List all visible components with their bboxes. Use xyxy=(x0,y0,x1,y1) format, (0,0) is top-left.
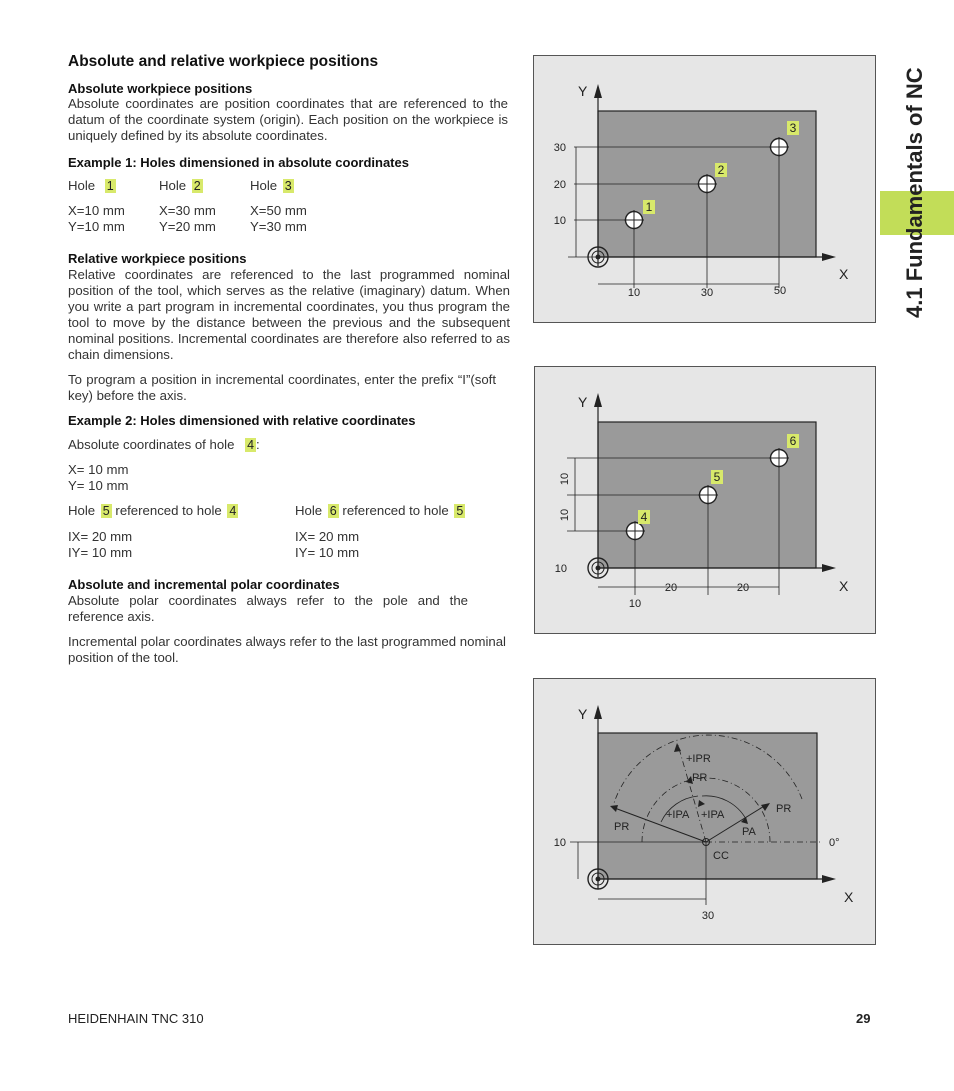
absolute-heading: Absolute workpiece positions xyxy=(68,81,253,96)
label-ipa-left: +IPA xyxy=(666,809,690,821)
example1-hole-1-label: Hole 1 xyxy=(68,178,114,193)
footer-product: HEIDENHAIN TNC 310 xyxy=(68,1011,204,1026)
example2-heading: Example 2: Holes dimensioned with relative coordinates xyxy=(68,413,416,428)
y-dim-10-upper: 10 xyxy=(559,472,571,486)
y-dim-10-lower: 10 xyxy=(559,508,571,522)
hole-3-y: Y=30 mm xyxy=(250,219,307,234)
relative-heading: Relative workpiece positions xyxy=(68,251,247,266)
hole-number-badge: 4 xyxy=(229,504,237,518)
example1-hole-3-label: Hole 3 xyxy=(250,178,292,193)
example2-ref-1: Hole 5 referenced to hole 4 xyxy=(68,503,237,518)
hole-1-x: X=10 mm xyxy=(68,203,125,218)
relative-paragraph-2: To program a position in incremental coordinates, enter the prefix “I”(soft key) before the axis. xyxy=(68,372,496,403)
hole-4-badge: 4 xyxy=(640,510,648,524)
x-axis-arrow-icon xyxy=(822,875,836,883)
hole-2-x: X=30 mm xyxy=(159,203,216,218)
figure-3-drawing xyxy=(534,679,875,944)
x-tick-30: 30 xyxy=(700,287,714,299)
x-axis-label: X xyxy=(839,266,849,282)
hole-4-y: Y= 10 mm xyxy=(68,478,129,493)
hole-number-badge: 6 xyxy=(329,504,337,518)
hole-number-badge: 1 xyxy=(106,179,114,193)
label-cc: CC xyxy=(713,850,729,862)
label-pr-right: PR xyxy=(776,803,792,815)
x-dim-20-second: 20 xyxy=(736,582,750,594)
hole-number-badge: 5 xyxy=(102,504,110,518)
relative-paragraph: Relative coordinates are referenced to the last programmed nominal position of the tool, which serves as the relative (imaginary) datum. When you write a part program in incremental coordinates, you thus program the tool to move by the distance between the previous and the subsequent nominal positions. Incremental coordinates are therefore also referred to as chain dimensions. xyxy=(68,267,510,362)
x-tick-10: 10 xyxy=(628,598,642,610)
hole-3-badge: 3 xyxy=(789,121,797,135)
polar-paragraph-1: Absolute polar coordinates always refer to the pole and the reference axis. xyxy=(68,593,468,624)
figure-polar-coordinates xyxy=(533,678,876,945)
section-title: Absolute and relative workpiece positions xyxy=(68,53,379,70)
y-axis-label: Y xyxy=(578,706,588,722)
x-tick-10: 10 xyxy=(627,287,641,299)
x-axis-arrow-icon xyxy=(822,253,836,261)
hole-2-badge: 2 xyxy=(717,163,725,177)
label-pa: PA xyxy=(742,826,756,838)
hole-1-badge: 1 xyxy=(645,200,653,214)
y-axis-label: Y xyxy=(578,83,588,99)
x-tick-50: 50 xyxy=(773,285,787,297)
label-zero-degree: 0° xyxy=(829,837,840,849)
hole-3-x: X=50 mm xyxy=(250,203,307,218)
hole-6-iy: IY= 10 mm xyxy=(295,545,360,560)
y-tick-10: 10 xyxy=(553,215,566,227)
x-axis-label: X xyxy=(844,889,854,905)
hole-number-badge: 5 xyxy=(456,504,464,518)
figure-1-drawing xyxy=(534,56,875,322)
hole-4-x: X= 10 mm xyxy=(68,462,129,477)
example2-ref-2: Hole 6 referenced to hole 5 xyxy=(295,503,464,518)
label-ipr: +IPR xyxy=(686,753,711,765)
hole-6-ix: IX= 20 mm xyxy=(295,529,360,544)
absolute-paragraph: Absolute coordinates are position coordinates that are referenced to the datum of the coordinate system (origin). Each position on the workpiece is uniquely defined by its absolute coordinates. xyxy=(68,96,508,143)
polar-paragraph-2: Incremental polar coordinates always refer to the last programmed nominal position of the tool. xyxy=(68,634,506,665)
label-ipa-right: +IPA xyxy=(701,809,725,821)
hole-2-y: Y=20 mm xyxy=(159,219,216,234)
y-axis-arrow-icon xyxy=(594,84,602,98)
hole-5-iy: IY= 10 mm xyxy=(68,545,133,560)
polar-heading: Absolute and incremental polar coordinates xyxy=(68,577,340,592)
y-tick-10: 10 xyxy=(554,563,567,575)
x-axis-label: X xyxy=(839,578,849,594)
y-axis-arrow-icon xyxy=(594,705,602,719)
x-dim-20-first: 20 xyxy=(664,582,678,594)
page-number: 29 xyxy=(856,1011,871,1026)
figure-relative-coordinates xyxy=(534,366,876,634)
y-axis-arrow-icon xyxy=(594,393,602,407)
label-pr-top: PR xyxy=(692,772,708,784)
example1-heading: Example 1: Holes dimensioned in absolute coordinates xyxy=(68,155,409,170)
hole-number-badge: 4 xyxy=(247,438,255,452)
y-tick-30: 30 xyxy=(553,142,566,154)
label-pr-left: PR xyxy=(614,821,630,833)
y-axis-label: Y xyxy=(578,394,588,410)
x-tick-30: 30 xyxy=(701,910,715,922)
example1-hole-2-label: Hole 2 xyxy=(159,178,201,193)
y-tick-10: 10 xyxy=(553,837,566,849)
hole-5-badge: 5 xyxy=(713,470,721,484)
hole-number-badge: 2 xyxy=(193,179,201,193)
hole-1-y: Y=10 mm xyxy=(68,219,125,234)
example2-abs-intro: Absolute coordinates of hole 4 : xyxy=(68,437,260,452)
figure-absolute-coordinates xyxy=(533,55,876,323)
hole-number-badge: 3 xyxy=(284,179,292,193)
hole-5-ix: IX= 20 mm xyxy=(68,529,133,544)
x-axis-arrow-icon xyxy=(822,564,836,572)
hole-6-badge: 6 xyxy=(789,434,797,448)
y-tick-20: 20 xyxy=(553,179,566,191)
figure-2-drawing xyxy=(535,367,875,633)
